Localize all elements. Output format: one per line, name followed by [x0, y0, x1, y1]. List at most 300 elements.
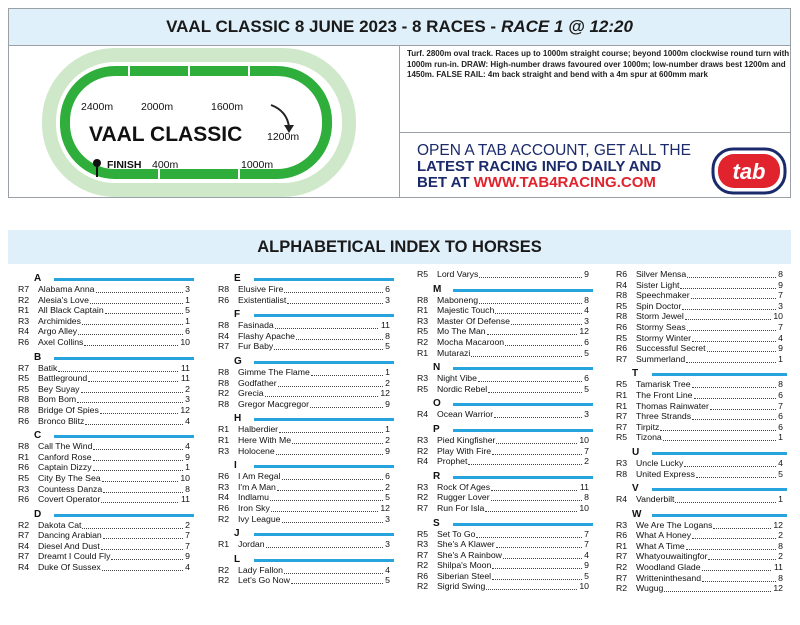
horse-name: Speechmaker [636, 290, 690, 301]
section-letter: F [234, 309, 241, 321]
horse-number: 5 [385, 575, 390, 586]
race-number: R7 [218, 341, 230, 352]
section-letter: J [234, 528, 240, 540]
dot-leader [685, 319, 771, 320]
section-letter: M [433, 283, 442, 295]
race-number: R7 [616, 421, 628, 432]
section-header [417, 467, 597, 482]
horse-entry [417, 435, 597, 446]
horse-name: Thomas Rainwater [636, 400, 709, 411]
horse-entry [218, 575, 398, 586]
horse-number: 6 [778, 421, 783, 432]
horse-name: Iron Sky [238, 502, 270, 513]
horse-number: 4 [185, 415, 190, 426]
horse-name: Uncle Lucky [636, 457, 684, 468]
horse-entry [417, 581, 597, 592]
horse-name: Axel Collins [38, 336, 84, 347]
race-number: R2 [417, 492, 429, 503]
section-letter: N [433, 362, 441, 374]
horse-name: Lord Varys [437, 269, 479, 279]
horse-number: 1 [185, 462, 190, 473]
race-number: R4 [18, 540, 30, 551]
race-number: R4 [18, 326, 30, 337]
horse-number: 12 [380, 502, 390, 513]
horse-name: Batik [38, 362, 58, 373]
horse-entry [616, 390, 791, 401]
race-number: R5 [18, 472, 30, 483]
horse-name: Run For Isla [437, 502, 485, 513]
horse-entry [616, 469, 791, 480]
horse-name: All Black Captain [38, 305, 104, 316]
race-number: R3 [18, 315, 30, 326]
race-number: R5 [417, 528, 429, 539]
horse-number: 4 [584, 549, 589, 560]
horse-entry [218, 331, 398, 342]
race-number: R2 [616, 583, 628, 594]
horse-entry [18, 295, 198, 306]
horse-name: Writteninthesand [636, 572, 702, 583]
section-header [218, 305, 398, 320]
race-number: R3 [417, 373, 429, 384]
horse-number: 7 [778, 400, 783, 411]
horse-number: 1 [185, 294, 190, 305]
section-letter: I [234, 460, 237, 472]
section-header [18, 269, 198, 284]
race-number: R3 [417, 315, 429, 326]
horse-number: 2 [185, 383, 190, 394]
horse-number: 5 [385, 341, 390, 352]
horse-name: Set To Go [437, 528, 476, 539]
horse-number: 4 [185, 562, 190, 573]
horse-number: 2 [778, 530, 783, 541]
horse-name: Flashy Apache [238, 330, 295, 341]
horse-entry [218, 446, 398, 457]
section-bar [254, 361, 394, 364]
horse-entry [616, 458, 791, 469]
horse-entry [616, 379, 791, 390]
section-bar [652, 488, 787, 491]
horse-number: 1 [185, 315, 190, 326]
horse-number: 1 [778, 432, 783, 443]
ad-divider [399, 132, 791, 133]
horse-number: 8 [385, 330, 390, 341]
horse-entry [616, 494, 791, 505]
horse-name: Majestic Touch [437, 305, 495, 316]
horse-number: 3 [185, 394, 190, 405]
horse-number: 11 [180, 373, 190, 384]
horse-entry [616, 280, 791, 291]
race-number: R1 [417, 347, 429, 358]
race-number: R5 [616, 432, 628, 443]
horse-entry [616, 301, 791, 312]
race-title: VAAL CLASSIC 8 JUNE 2023 - 8 RACES - [166, 17, 497, 36]
horse-name: Pied Kingfisher [437, 434, 496, 445]
section-header [616, 443, 791, 458]
race-number: R2 [218, 575, 230, 586]
section-bar [254, 314, 394, 317]
horse-number: 11 [180, 494, 190, 505]
horse-name: The Front Line [636, 389, 693, 400]
race-number: R7 [616, 551, 628, 562]
horse-name: I'm A Man [238, 481, 276, 492]
track-oval-graphic [9, 45, 399, 198]
section-letter: T [632, 368, 639, 380]
horse-entry [18, 441, 198, 452]
horse-entry [18, 462, 198, 473]
dot-leader [471, 356, 582, 357]
section-header [616, 505, 791, 520]
race-number: R2 [616, 562, 628, 573]
tab-logo [709, 145, 789, 197]
section-letter: L [234, 553, 241, 565]
race-number: R3 [218, 445, 230, 456]
race-number: R6 [18, 336, 30, 347]
race-number: R4 [616, 494, 628, 505]
horse-entry [616, 432, 791, 443]
horse-name: City By The Sea [38, 472, 101, 483]
horse-name: Woodland Glade [636, 562, 701, 573]
marker-2400m: 2400m [81, 101, 114, 113]
horse-entry [218, 492, 398, 503]
horse-name: Canford Rose [38, 451, 92, 462]
race-number: R1 [218, 539, 230, 550]
horse-entry [616, 520, 791, 531]
section-bar [254, 418, 394, 421]
horse-name: Mocha Macaroon [437, 336, 505, 347]
race-number: R2 [218, 388, 230, 399]
horse-name: Vanderbilt [636, 494, 675, 505]
horse-name: Successful Secret [636, 343, 706, 354]
horse-entry [616, 573, 791, 584]
ad-line-1: OPEN A TAB ACCOUNT, GET ALL THE [417, 142, 691, 159]
horse-entry [616, 551, 791, 562]
dot-leader [276, 454, 383, 455]
horse-number: 2 [584, 456, 589, 467]
race-number: R1 [18, 451, 30, 462]
horse-entry [218, 341, 398, 352]
horse-entry [18, 530, 198, 541]
dot-leader [468, 464, 582, 465]
horse-number: 3 [385, 294, 390, 305]
track-diagram [9, 45, 400, 198]
horse-name: Archimides [38, 315, 81, 326]
section-header [218, 524, 398, 539]
horse-number: 5 [185, 305, 190, 316]
horse-name: Existentialist [238, 294, 287, 305]
horse-number: 8 [778, 540, 783, 551]
horse-entry [218, 320, 398, 331]
section-bar [453, 289, 593, 292]
race-number: R8 [218, 377, 230, 388]
dot-leader [77, 402, 183, 403]
section-header [616, 364, 791, 379]
horse-number: 3 [385, 539, 390, 550]
horse-entry [616, 333, 791, 344]
horse-name: Fur Baby [238, 341, 274, 352]
horse-name: Indlamu [238, 492, 269, 503]
race-number: R4 [417, 456, 429, 467]
section-letter: U [632, 446, 640, 458]
race-number: R6 [616, 321, 628, 332]
horse-name: What A Honey [636, 530, 692, 541]
horse-entry [616, 311, 791, 322]
race-number: R6 [18, 462, 30, 473]
section-header [218, 409, 398, 424]
horse-entry [417, 560, 597, 571]
race-number: R1 [616, 389, 628, 400]
horse-name: Gregor Macgregor [238, 398, 309, 409]
section-header [417, 280, 597, 295]
race-number: R8 [18, 441, 30, 452]
marker-1200m: 1200m [267, 131, 300, 143]
horse-name: Mo The Man [437, 326, 486, 337]
horse-entry [218, 399, 398, 410]
section-header [218, 550, 398, 565]
horse-number: 12 [180, 404, 190, 415]
race-number: R5 [417, 383, 429, 394]
dot-leader [486, 589, 577, 590]
horse-name: Dreamt I Could Fly [38, 551, 111, 562]
section-bar [652, 514, 787, 517]
horse-number: 10 [579, 581, 589, 592]
horse-entry [18, 284, 198, 295]
horse-entry [417, 348, 597, 359]
horse-number: 6 [778, 389, 783, 400]
race-number: R2 [417, 445, 429, 456]
horse-number: 5 [584, 347, 589, 358]
horse-number: 8 [778, 269, 783, 279]
horse-name: What A Time [636, 540, 685, 551]
horse-entry [417, 550, 597, 561]
horse-name: Siberian Steel [437, 570, 492, 581]
race-number: R8 [218, 320, 230, 331]
horse-entry [417, 384, 597, 395]
race-number: R3 [218, 481, 230, 492]
race-number: R8 [18, 404, 30, 415]
horse-name: Storm Jewel [636, 311, 684, 322]
section-header [616, 479, 791, 494]
horse-entry [18, 316, 198, 327]
horse-entry [616, 269, 791, 280]
horse-number: 8 [584, 294, 589, 305]
horse-number: 5 [778, 468, 783, 479]
horse-name: Bey Suyay [38, 383, 80, 394]
dot-leader [660, 430, 776, 431]
horse-number: 5 [385, 492, 390, 503]
horse-number: 1 [385, 424, 390, 435]
horse-number: 11 [380, 320, 390, 331]
dot-leader [664, 591, 771, 592]
horse-number: 8 [778, 379, 783, 390]
horse-name: Alabama Anna [38, 284, 95, 294]
race-number: R7 [18, 284, 30, 294]
race-number: R7 [18, 551, 30, 562]
horse-number: 1 [778, 494, 783, 505]
horse-entry [218, 482, 398, 493]
dot-leader [274, 349, 383, 350]
horse-number: 9 [778, 343, 783, 354]
horse-name: Bridge Of Spies [38, 404, 99, 415]
race-number: R1 [218, 424, 230, 435]
horse-name: Three Strands [636, 411, 692, 422]
race-number: R2 [218, 564, 230, 575]
race-number: R5 [18, 373, 30, 384]
race-number: R6 [18, 494, 30, 505]
horse-entry [616, 290, 791, 301]
horse-number: 6 [185, 326, 190, 337]
section-bar [54, 278, 194, 281]
horse-entry [18, 326, 198, 337]
section-header [18, 348, 198, 363]
horse-name: Grecia [238, 388, 264, 399]
dot-leader [88, 381, 178, 382]
horse-entry [218, 565, 398, 576]
section-header [417, 514, 597, 529]
index-column-1 [18, 269, 198, 573]
dot-leader [84, 345, 178, 346]
horse-number: 7 [778, 321, 783, 332]
ad-url-link[interactable]: WWW.TAB4RACING.COM [473, 174, 656, 191]
race-number: R2 [218, 513, 230, 524]
horse-number: 11 [180, 362, 190, 373]
section-header [18, 426, 198, 441]
horse-entry [417, 503, 597, 514]
horse-name: Rock Of Ages [437, 481, 491, 492]
section-bar [652, 373, 787, 376]
race-number: R8 [218, 398, 230, 409]
dot-leader [491, 490, 577, 491]
section-bar [54, 514, 194, 517]
horse-name: Dakota Cat [38, 519, 82, 530]
race-number: R2 [417, 581, 429, 592]
dot-leader [101, 502, 178, 503]
race-number: R7 [616, 353, 628, 364]
race-number: R4 [218, 492, 230, 503]
index-title: ALPHABETICAL INDEX TO HORSES [8, 230, 791, 264]
horse-number: 1 [778, 353, 783, 364]
horse-name: Argo Alley [38, 326, 78, 337]
race-number: R6 [616, 530, 628, 541]
horse-name: United Express [636, 468, 695, 479]
section-bar [652, 452, 787, 455]
race-header-panel [8, 8, 791, 198]
horse-name: Silver Mensa [636, 269, 687, 279]
horse-name: Godfather [238, 377, 277, 388]
section-header [218, 352, 398, 367]
race-number: R8 [218, 284, 230, 294]
horse-number: 9 [385, 398, 390, 409]
horse-entry [616, 343, 791, 354]
horse-name: Dancing Arabian [38, 530, 102, 541]
horse-number: 9 [385, 445, 390, 456]
race-number: R3 [616, 457, 628, 468]
section-bar [254, 533, 394, 536]
horse-number: 6 [584, 336, 589, 347]
dot-leader [476, 537, 582, 538]
dot-leader [266, 547, 383, 548]
horse-entry [417, 446, 597, 457]
dot-leader [102, 481, 178, 482]
race-number: R6 [616, 343, 628, 354]
race-number: R8 [417, 294, 429, 305]
horse-entry [18, 473, 198, 484]
horse-name: Captain Dizzy [38, 462, 92, 473]
horse-name: Elusive Fire [238, 284, 284, 294]
horse-name: Stormy Seas [636, 321, 686, 332]
horse-number: 3 [778, 300, 783, 311]
horse-name: Diesel And Dust [38, 540, 100, 551]
horse-entry [218, 514, 398, 525]
race-number: R1 [417, 305, 429, 316]
horse-number: 3 [584, 315, 589, 326]
horse-entry [18, 394, 198, 405]
section-letter: O [433, 398, 441, 410]
horse-name: Alesia's Love [38, 294, 89, 305]
horse-name: Let's Go Now [238, 575, 290, 586]
horse-name: Countess Danza [38, 483, 103, 494]
marker-1000m: 1000m [241, 159, 274, 171]
horse-name: Sister Light [636, 279, 680, 290]
horse-number: 11 [579, 481, 589, 492]
horse-name: Ivy League [238, 513, 281, 524]
race-number: R4 [218, 330, 230, 341]
horse-name: Tamarisk Tree [636, 379, 691, 390]
horse-entry [616, 322, 791, 333]
finish-label: FINISH [107, 159, 142, 171]
horse-entry [18, 494, 198, 505]
ad-line-2: LATEST RACING INFO DAILY AND [417, 158, 662, 175]
horse-entry [18, 305, 198, 316]
race-number: R8 [18, 394, 30, 405]
index-column-4 [616, 269, 791, 594]
index-column-3 [417, 269, 597, 592]
horse-number: 4 [778, 332, 783, 343]
horse-name: We Are The Logans [636, 519, 713, 530]
section-letter: A [34, 273, 42, 284]
horse-number: 4 [584, 305, 589, 316]
section-bar [453, 429, 593, 432]
section-bar [453, 523, 593, 526]
race-number: R7 [616, 411, 628, 422]
horse-name: Wugug [636, 583, 664, 594]
race-number: R6 [218, 471, 230, 482]
horse-number: 3 [584, 409, 589, 420]
index-column-2 [218, 269, 398, 586]
horse-name: Mutarazi [437, 347, 471, 358]
horse-entry [616, 541, 791, 552]
horse-name: Battleground [38, 373, 88, 384]
dot-leader [277, 490, 383, 491]
race-number: R1 [616, 400, 628, 411]
horse-number: 3 [185, 284, 190, 294]
section-bar [54, 357, 194, 360]
horse-name: She's A Rainbow [437, 549, 502, 560]
horse-entry [218, 388, 398, 399]
horse-entry [18, 363, 198, 374]
race-number: R2 [417, 336, 429, 347]
dot-leader [100, 413, 178, 414]
race-number: R7 [417, 549, 429, 560]
horse-entry [218, 503, 398, 514]
dot-leader [58, 371, 178, 372]
horse-number: 3 [385, 513, 390, 524]
horse-entry [616, 401, 791, 412]
horse-entry [417, 316, 597, 327]
horse-entry [417, 529, 597, 540]
race-number: R6 [616, 269, 628, 279]
horse-name: Spin Doctor [636, 300, 682, 311]
horse-entry [417, 492, 597, 503]
